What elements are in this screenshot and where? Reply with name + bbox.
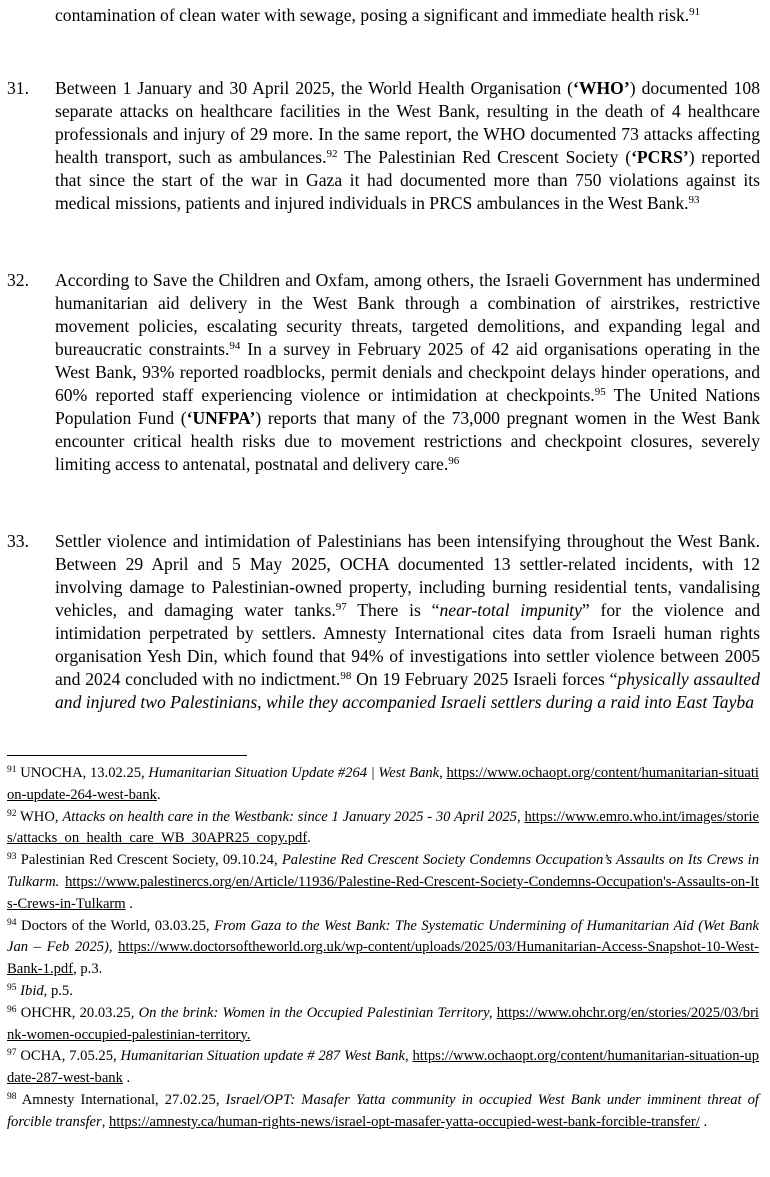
text-run: Settler violence and intimidation of Palestinians has been intensifying throughout the West Bank. Between 29 April and 5 May 2025, OCHA documented 13 settler-related incidents, with 12 involving damage to Palestinian-owned property, including burning residential tents, vandalising vehicles, and damaging water tanks. [55,531,760,620]
footnote-text [7,1048,759,1086]
footnote-text [7,809,759,847]
continued-text: contamination of clean water with sewage, posing a significant and immediate health risk. [55,5,690,25]
text-run: Between 1 January and 30 April 2025, the World Health Organisation ( [55,78,574,98]
footnote-text [7,1092,759,1130]
footnote-ref[interactable]: 97 [335,601,347,613]
footnote-text [17,983,73,999]
footnote-link[interactable]: https://www.ohchr.org/en/stories/2025/03/brink-women-occupied-palestinian-territory. [7,1004,759,1043]
italic-text: near-total impunity [439,600,582,620]
italic-text: On the brink: Women in the Occupied Palestinian Territory, [138,1004,493,1021]
footnote-text [7,918,759,978]
text-run: Palestinian Red Crescent Society, 09.10.24, [16,852,282,869]
footnote-92 [7,807,759,851]
footnote-number: 96 [7,1004,17,1015]
text-run: . [125,895,133,912]
defined-term: ‘WHO’ [573,78,630,98]
footnote-ref[interactable]: 92 [326,148,338,160]
footnote-94 [7,916,759,981]
footnote-95 [7,981,759,1003]
footnote-93 [7,850,759,915]
text-run: According to Save the Children and Oxfam, among others, the Israeli Government has undermined humanitarian aid delivery in the West Bank through a combination of airstrikes, restrictive movement policies, escalating security threats, targeted demolitions, and expanding legal and bureaucratic constraints. [55,270,760,359]
text-run: There is “ [346,600,440,620]
paragraph-number: 31. [7,78,29,98]
footnote-97 [7,1046,759,1090]
footnote-number: 93 [7,852,17,863]
paragraph-32 [7,269,760,476]
footnote-number: 91 [7,765,17,775]
italic-text: Humanitarian Situation Update #264 | West Bank [148,765,440,781]
text-run: . [156,786,161,803]
footnote-ref[interactable]: 94 [229,340,241,352]
footnote-link[interactable]: https://www.emro.who.int/images/stories/attacks_on_health_care_WB_30APR25_copy.pdf [7,808,759,847]
italic-text: Ibid [20,982,44,999]
italic-text: Humanitarian Situation update # 287 West Bank [120,1048,405,1065]
text-run: OHCHR, 20.03.25, [16,1004,139,1021]
italic-text: physically assaulted and injured two Palestinians, while they accompanied Israeli settlers during a raid into East Tayba [55,669,760,712]
italic-text: Israel/OPT: Masafer Yatta community in occupied West Bank under imminent threat of forcible transfer [7,1091,759,1130]
footnote-number: 92 [7,808,17,819]
footnote-link[interactable]: https://www.ochaopt.org/content/humanitarian-situation-update-264-west-bank [7,765,759,803]
footnote-text [7,852,759,912]
footnote-96 [7,1003,759,1047]
footnote-separator [7,755,247,756]
text-run: , [101,1113,110,1130]
italic-text: Palestine Red Crescent Society Condemns Occupation’s Assaults on Its Crews in Tulkarm. [7,852,759,890]
footnote-ref[interactable]: 95 [594,386,606,398]
footnote-text [7,1005,759,1043]
footnote-number: 98 [7,1091,17,1102]
footnote-number: 97 [7,1048,17,1059]
text-run: ) reports that many of the 73,000 pregnant women in the West Bank encounter critical health risks due to movement restrictions and checkpoint closures, severely limiting access to antenatal, postnatal and delivery care. [55,408,760,474]
footnote-ref[interactable]: 93 [688,194,700,206]
defined-term: ‘PCRS’ [631,147,689,167]
text-run: ) documented 108 separate attacks on healthcare facilities in the West Bank, resulting in the death of 4 healthcare professionals and injury of 29 more. In the same report, the WHO documented 73 attacks affecting health transport, such as ambulances. [55,78,761,167]
footnote-link[interactable]: https://www.palestinercs.org/en/Article/11936/Palestine-Red-Crescent-Society-Condemns-Occupation's-Assaults-on-Its-Crews-in-Tulkarm [7,873,759,912]
text-run: The Palestinian Red Crescent Society ( [337,147,632,167]
footnote-number: 95 [7,982,17,993]
paragraph-number: 33. [7,531,29,551]
text-run: , [516,808,525,825]
paragraph-body [55,269,760,476]
footnote-98 [7,1090,759,1134]
text-run: The United Nations Population Fund ( [55,385,760,428]
defined-term: ‘UNFPA’ [186,408,256,428]
italic-text: From Gaza to the West Bank: The Systematic Undermining of Humanitarian Aid (Wet Bank Jan – Feb 2025), [7,917,759,956]
footnote-link[interactable]: https://www.doctorsoftheworld.org.uk/wp-content/uploads/2025/03/Humanitarian-Access-Snapshot-10-West-Bank-1.pdf [7,939,759,978]
text-run: ” for the violence and intimidation perpetrated by settlers. Amnesty International cites data from Israeli human rights organisation Yesh Din, which found that 94% of investigations into settler violence between 2005 and 2024 concluded with no indictment. [55,600,761,689]
text-run: . [122,1070,131,1087]
text-run: ) reported that since the start of the war in Gaza it had documented more than 750 violations against its medical missions, patients and injured individuals in PRCS ambulances in the West Bank. [55,147,761,213]
paragraph-number: 32. [7,270,29,290]
text-run: . [307,830,311,847]
paragraph-body [55,77,760,215]
paragraph-body [55,530,760,714]
footnote-link[interactable]: https://amnesty.ca/human-rights-news/israel-opt-masafer-yatta-occupied-west-bank-forcible-transfer/ [109,1113,700,1130]
footnote-text [7,765,759,803]
footnote-number: 94 [7,917,17,928]
footnote-ref[interactable]: 96 [448,455,460,467]
text-run: WHO, [16,808,63,825]
footnote-link[interactable]: https://www.ochaopt.org/content/humanitarian-situation-update-287-west-bank [7,1048,760,1087]
paragraph-33 [7,530,760,714]
text-run: On 19 February 2025 Israeli forces “ [351,669,618,689]
text-run: , p.5. [43,982,73,999]
footnote-91 [7,763,759,807]
paragraph-31 [7,77,760,215]
text-run: Amnesty International, 27.02.25, [16,1091,226,1108]
text-run: , [404,1048,413,1065]
text-run: Doctors of the World, 03.03.25, [16,917,215,934]
text-run: . [699,1113,708,1130]
text-run: , p.3. [73,961,103,978]
footnote-ref[interactable]: 91 [689,6,701,18]
footnote-ref[interactable]: 98 [340,670,352,682]
text-run: , [439,765,447,781]
italic-text: Attacks on health care in the Westbank: since 1 January 2025 - 30 April 2025 [62,808,517,825]
continued-paragraph [55,4,760,27]
text-run: OCHA, 7.05.25, [16,1048,121,1065]
text-run: UNOCHA, 13.02.25, [16,765,149,781]
footnotes [7,763,759,1134]
text-run: In a survey in February 2025 of 42 aid organisations operating in the West Bank, 93% reported roadblocks, permit denials and checkpoint delays hinder operations, and 60% reported staff experiencing violence or intimidation at checkpoints. [55,339,760,405]
